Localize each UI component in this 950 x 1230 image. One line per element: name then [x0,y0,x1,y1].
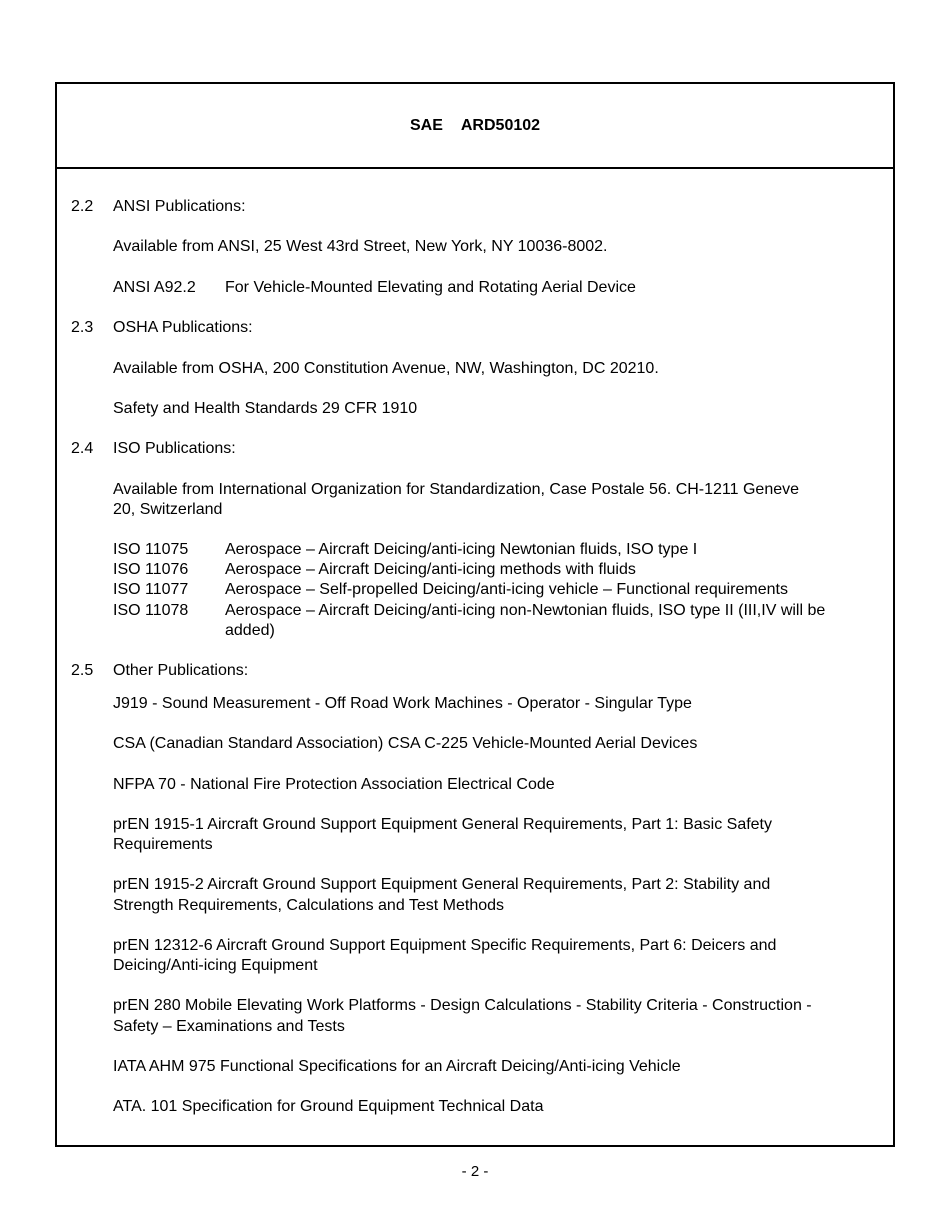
ref-code: ISO 11075 [113,541,189,558]
publication-item: prEN 12312-6 Aircraft Ground Support Equipment Specific Requirements, Part 6: Deicers and [113,937,777,954]
availability-text: Available from International Organization for Standardization, Case Postale 56. CH-1211 Geneve [113,481,800,498]
publication-item: CSA (Canadian Standard Association) CSA C-225 Vehicle-Mounted Aerial Devices [113,735,698,752]
availability-text: Available from ANSI, 25 West 43rd Street, New York, NY 10036-8002. [113,238,608,255]
publication-item: Strength Requirements, Calculations and Test Methods [113,897,505,914]
section-number: 2.5 [71,662,94,679]
section-title: OSHA Publications: [113,319,253,336]
section-title: Other Publications: [113,662,249,679]
ref-description: Aerospace – Aircraft Deicing/anti-icing non-Newtonian fluids, ISO type II (III,IV will be [225,602,826,619]
publication-item: NFPA 70 - National Fire Protection Association Electrical Code [113,776,555,793]
publication-item: ATA. 101 Specification for Ground Equipment Technical Data [113,1098,544,1115]
ref-description: added) [225,622,275,639]
ref-code: ANSI A92.2 [113,279,196,296]
document-header [57,84,893,169]
ref-description: Aerospace – Aircraft Deicing/anti-icing Newtonian fluids, ISO type I [225,541,698,558]
page-number: - 2 - [461,1163,489,1180]
availability-text: 20, Switzerland [113,501,223,518]
ref-description: Aerospace – Self-propelled Deicing/anti-icing vehicle – Functional requirements [225,581,788,598]
publication-item: Deicing/Anti-icing Equipment [113,957,318,974]
ref-description: Aerospace – Aircraft Deicing/anti-icing methods with fluids [225,561,636,578]
header-org: SAE [409,116,443,134]
section-title: ANSI Publications: [113,198,246,215]
publication-item: prEN 280 Mobile Elevating Work Platforms - Design Calculations - Stability Criteria - Construction - [113,997,812,1014]
publication-item: Safety – Examinations and Tests [113,1018,345,1035]
ref-description: For Vehicle-Mounted Elevating and Rotating Aerial Device [225,279,636,296]
ref-code: ISO 11078 [113,602,189,619]
section-number: 2.3 [71,319,94,336]
publication-item: prEN 1915-1 Aircraft Ground Support Equipment General Requirements, Part 1: Basic Safety [113,816,772,833]
reference-text: Safety and Health Standards 29 CFR 1910 [113,400,418,417]
page-frame [55,82,895,1147]
availability-text: Available from OSHA, 200 Constitution Avenue, NW, Washington, DC 20210. [113,360,659,377]
section-number: 2.2 [71,198,94,215]
publication-item: J919 - Sound Measurement - Off Road Work Machines - Operator - Singular Type [113,695,692,712]
section-title: ISO Publications: [113,440,236,457]
publication-item: Requirements [113,836,213,853]
ref-code: ISO 11076 [113,561,189,578]
publication-item: IATA AHM 975 Functional Specifications for an Aircraft Deicing/Anti-icing Vehicle [113,1058,681,1075]
ref-code: ISO 11077 [113,581,189,598]
publication-item: prEN 1915-2 Aircraft Ground Support Equipment General Requirements, Part 2: Stability and [113,876,771,893]
section-number: 2.4 [71,440,94,457]
header-doc-number: ARD50102 [460,116,541,134]
